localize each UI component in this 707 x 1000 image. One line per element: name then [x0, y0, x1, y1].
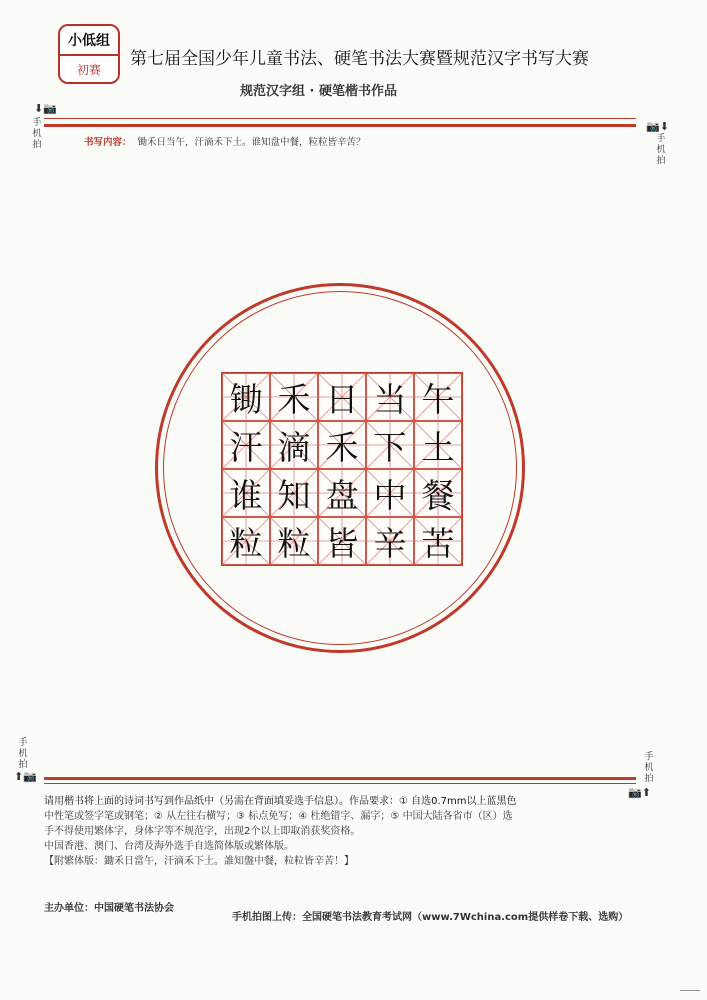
grid-character: 日: [325, 379, 359, 419]
writing-content: [84, 134, 366, 148]
grid-cell: [270, 421, 318, 469]
instruction-line: 中性笔或签字笔或钢笔；② 从左往右横写；③ 标点免写；④ 杜绝错字、漏字；⑤ 中国大陆各省市（区）选: [44, 811, 513, 822]
grid-character: 禾: [325, 427, 359, 467]
camera-upload-icon: ⬆📷: [14, 770, 37, 783]
grid-cell: [222, 421, 270, 469]
grid-character: 土: [421, 427, 455, 467]
category-subtitle: 规范汉字组 · 硬笔楷书作品: [240, 84, 397, 99]
grid-character: 午: [421, 379, 455, 419]
grid-character: 汗: [229, 427, 263, 467]
grid-cell: [366, 373, 414, 421]
instruction-line-traditional: 【附繁体版：鋤禾日當午，汗滴禾下土。誰知盤中餐，粒粒皆辛苦！】: [44, 856, 354, 867]
badge-stage-label: 初赛: [76, 62, 101, 77]
grid-cell: [366, 469, 414, 517]
instruction-line: 手不得使用繁体字，身体字等不规范字，出现2个以上即取消获奖资格。: [44, 826, 361, 837]
photo-hint-right-bottom: 手机拍: [644, 752, 654, 784]
upload-info: 手机拍图上传：全国硬笔书法教育考试网（www.7Wchina.com提供样卷下载、选购）: [232, 912, 629, 923]
group-badge: [58, 24, 120, 84]
grid-character: 粒: [229, 523, 263, 563]
camera-upload-icon-right: 📷⬆: [628, 786, 651, 799]
camera-download-icon-right: 📷⬇: [646, 120, 669, 133]
instruction-line: 中国香港、澳门、台湾及海外选手自选简体版或繁体版。: [44, 841, 294, 852]
photo-hint-right-top: 手机拍: [656, 134, 666, 166]
grid-cell: [366, 421, 414, 469]
grid-cell: [270, 373, 318, 421]
grid-character: 下: [373, 427, 407, 467]
grid-character: 禾: [277, 379, 311, 419]
grid-cell: [414, 373, 462, 421]
grid-cell: [414, 469, 462, 517]
bottom-divider: [44, 777, 636, 780]
top-divider-thin: [44, 118, 636, 119]
grid-character: 辛: [373, 523, 407, 563]
grid-cell: [318, 517, 366, 565]
grid-character: 当: [373, 379, 407, 419]
instruction-line: 请用楷书将上面的诗词书写到作品纸中（另需在背面填妥选手信息）。作品要求：① 自选0.7mm以上蓝黑色: [44, 796, 517, 807]
photo-hint-left-top: 手机拍: [32, 118, 42, 150]
bottom-divider-thin: [44, 783, 636, 784]
grid-character: 苦: [421, 523, 455, 563]
instructions: [44, 794, 634, 869]
grid-character: 锄: [229, 379, 263, 419]
grid-character: 粒: [277, 523, 311, 563]
grid-cell: [222, 469, 270, 517]
grid-cell: [366, 517, 414, 565]
grid-cell: [414, 517, 462, 565]
photo-hint-left-bottom: 手机拍: [18, 738, 28, 770]
grid-character: 滴: [277, 427, 311, 467]
grid-cell: [318, 373, 366, 421]
organizer: 主办单位：中国硬笔书法协会: [44, 903, 174, 914]
grid-character: 知: [277, 475, 311, 515]
grid-cell: [414, 421, 462, 469]
badge-group-label: 小低组: [60, 26, 118, 56]
grid-cell: [270, 517, 318, 565]
grid-cell: [318, 469, 366, 517]
writing-grid: [221, 372, 463, 566]
grid-cell: [222, 517, 270, 565]
camera-download-icon: ⬇📷: [34, 102, 57, 115]
grid-cell: [270, 469, 318, 517]
page-edge-mark: [680, 990, 700, 991]
grid-character: 餐: [421, 475, 455, 515]
top-divider: [44, 124, 636, 127]
grid-character: 谁: [229, 475, 263, 515]
writing-content-text: 锄禾日当午，汗滴禾下土。谁知盘中餐，粒粒皆辛苦？: [137, 137, 366, 148]
competition-title: 第七届全国少年儿童书法、硬笔书法大赛暨规范汉字书写大赛: [130, 49, 589, 69]
grid-character: 盘: [325, 475, 359, 515]
grid-character: 中: [373, 475, 407, 515]
grid-cell: [222, 373, 270, 421]
grid-character: 皆: [325, 523, 359, 563]
writing-content-label: 书写内容：: [84, 137, 132, 148]
grid-cell: [318, 421, 366, 469]
